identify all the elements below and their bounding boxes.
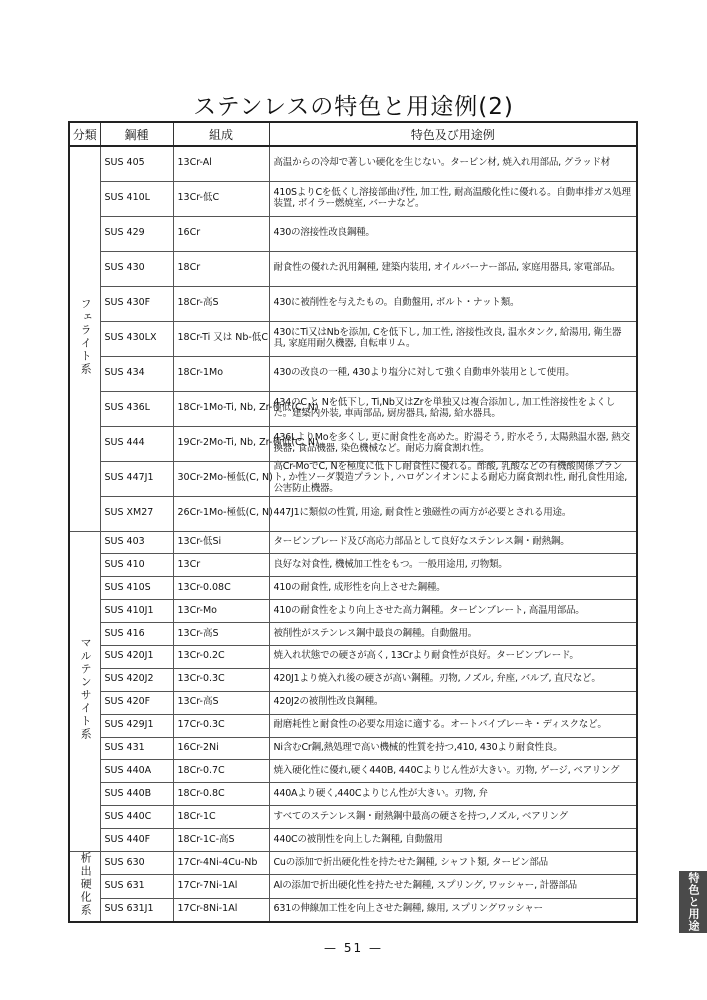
grade-cell: SUS 440C [100,806,173,829]
table-row [69,426,637,461]
grade-cell: SUS 420J1 [100,645,173,668]
composition-cell: 17Cr-4Ni-4Cu-Nb [173,851,269,874]
features-cell: 410SよりCを低くし溶接部曲げ性, 加工性, 耐高温酸化性に優れる。自動車排ガス処理装置, ボイラー燃焼室, バーナなど。 [269,181,637,216]
composition-cell: 13Cr-低C [173,181,269,216]
composition-cell: 30Cr-2Mo-極低(C, N) [173,461,269,496]
table-row [69,737,637,760]
features-cell: タービンブレード及び高応力部品として良好なステンレス鋼・耐熱鋼。 [269,531,637,554]
table-row [69,600,637,623]
grade-cell: SUS 440B [100,783,173,806]
features-cell: 420J2の被削性改良鋼種。 [269,691,637,714]
features-cell: 430に被削性を与えたもの。自動盤用, ボルト・ナット類。 [269,286,637,321]
grade-cell: SUS 440F [100,829,173,852]
grade-cell: SUS 420J2 [100,668,173,691]
features-cell: 434のC と Nを低下し, Ti,Nb又はZrを単独又は複合添加し, 加工性溶接性をよくした。建築内外装, 車両部品, 厨房器具, 給湯, 給水器具。 [269,391,637,426]
table-row [69,645,637,668]
grade-cell: SUS 420F [100,691,173,714]
composition-cell: 13Cr-0.08C [173,577,269,600]
grade-cell: SUS 429 [100,216,173,251]
features-cell: Cuの添加で折出硬化性を持たせた鋼種, シャフト類, タービン部品 [269,851,637,874]
grade-cell: SUS 444 [100,426,173,461]
table-row [69,146,637,181]
composition-cell: 13Cr-Mo [173,600,269,623]
grade-cell: SUS 410S [100,577,173,600]
composition-cell: 19Cr-2Mo-Ti, Nb, Zr-極低(C, N) [173,426,269,461]
composition-cell: 17Cr-7Ni-1Al [173,875,269,898]
table-row [69,577,637,600]
features-cell: 430にTi又はNbを添加, Cを低下し, 加工性, 溶接性改良, 温水タンク, 給湯用, 衛生器具, 家庭用耐久機器, 自転車リム。 [269,321,637,356]
table-row [69,554,637,577]
header-composition: 組成 [173,122,269,146]
grade-cell: SUS 410J1 [100,600,173,623]
composition-cell: 18Cr-高S [173,286,269,321]
table-row [69,851,637,874]
composition-cell: 18Cr-0.7C [173,760,269,783]
table-row [69,181,637,216]
grade-cell: SUS 431 [100,737,173,760]
grade-cell: SUS 630 [100,851,173,874]
features-cell: 耐磨耗性と耐食性の必要な用途に適する。オートバイブレーキ・ディスクなど。 [269,714,637,737]
header-grade: 鋼種 [100,122,173,146]
table-row [69,531,637,554]
grade-cell: SUS 430 [100,251,173,286]
table-row [69,714,637,737]
table-row [69,691,637,714]
category-cell [69,851,100,921]
features-cell: 440Aより硬く,440Cよりじん性が大きい。刃物, 弁 [269,783,637,806]
table-row [69,391,637,426]
grade-cell: SUS 403 [100,531,173,554]
table-row [69,829,637,852]
features-cell: すべてのステンレス鋼・耐熱鋼中最高の硬さを持つ,ノズル, ベアリング [269,806,637,829]
grade-cell: SUS 410 [100,554,173,577]
grade-cell: SUS 631 [100,875,173,898]
section-tab[interactable] [679,871,707,933]
grade-cell: SUS 434 [100,356,173,391]
grade-cell: SUS 430LX [100,321,173,356]
grade-cell: SUS 440A [100,760,173,783]
composition-cell: 13Cr-Al [173,146,269,181]
table-row [69,286,637,321]
composition-cell: 13Cr [173,554,269,577]
composition-cell: 18Cr-Ti 又は Nb-低C [173,321,269,356]
composition-cell: 26Cr-1Mo-極低(C, N) [173,496,269,531]
composition-cell: 13Cr-低Si [173,531,269,554]
features-cell: 430の溶接性改良鋼種。 [269,216,637,251]
category-label: フェライト系 [79,297,93,376]
composition-cell: 18Cr-1C-高S [173,829,269,852]
features-cell: 447J1に類似の性質, 用途, 耐食性と強磁性の両方が必要とされる用途。 [269,496,637,531]
features-cell: 高Cr-MoでC, Nを極度に低下し耐食性に優れる。酢酸, 乳酸などの有機酸関係プラント, か性ソーダ製造プラント, ハロゲンイオンによる耐応力腐食割れ性, 耐孔食性用途, 公害防止機器。 [269,461,637,496]
table-row [69,668,637,691]
table-row [69,898,637,921]
features-cell: 410の耐食性, 成形性を向上させた鋼種。 [269,577,637,600]
grade-cell: SUS 429J1 [100,714,173,737]
composition-cell: 13Cr-0.2C [173,645,269,668]
composition-cell: 18Cr-1Mo-Ti, Nb, Zr-極低(C, N) [173,391,269,426]
grade-cell: SUS XM27 [100,496,173,531]
grade-cell: SUS 430F [100,286,173,321]
features-cell: 420J1より焼入れ後の硬さが高い鋼種。刃物, ノズル, 弁座, バルブ, 直尺など。 [269,668,637,691]
composition-cell: 13Cr-0.3C [173,668,269,691]
composition-cell: 18Cr [173,251,269,286]
page-number: — 51 — [324,941,383,955]
features-cell: 410の耐食性をより向上させた高力鋼種。タービンブレート, 高温用部品。 [269,600,637,623]
table-row [69,321,637,356]
features-cell: 被削性がステンレス鋼中最良の鋼種。自動盤用。 [269,623,637,646]
features-cell: 430の改良の一種, 430より塩分に対して強く自動車外装用として使用。 [269,356,637,391]
table-row [69,806,637,829]
features-cell: 焼入硬化性に優れ,硬く440B, 440Cよりじん性が大きい。刃物, ゲージ, ベアリング [269,760,637,783]
table-row [69,760,637,783]
features-cell: Alの添加で折出硬化性を持たせた鋼種, スプリング, ワッシャー, 計器部品 [269,875,637,898]
features-cell: 436LよりMoを多くし, 更に耐食性を高めた。貯湯そう, 貯水そう, 太陽熱温水器, 熱交換器, 食品機器, 染色機械など。耐応力腐食割れ性。 [269,426,637,461]
composition-cell: 16Cr [173,216,269,251]
category-label: マルテンサイト系 [79,637,93,742]
composition-cell: 17Cr-0.3C [173,714,269,737]
grade-cell: SUS 447J1 [100,461,173,496]
features-cell: 焼入れ状態での硬さが高く, 13Crより耐食性が良好。タービンブレード。 [269,645,637,668]
table-row [69,216,637,251]
table-row [69,251,637,286]
category-label: 析出硬化系 [79,851,93,917]
category-cell [69,146,100,531]
table-row [69,623,637,646]
grade-cell: SUS 436L [100,391,173,426]
category-cell [69,531,100,851]
features-cell: 耐食性の優れた汎用鋼種, 建築内装用, オイルバーナー部品, 家庭用器具, 家電部品。 [269,251,637,286]
features-cell: 高温からの冷却で著しい硬化を生じない。タービン材, 焼入れ用部品, グラッド材 [269,146,637,181]
grade-cell: SUS 631J1 [100,898,173,921]
table-header-row [69,122,637,146]
grade-cell: SUS 410L [100,181,173,216]
page-title: ステンレスの特色と用途例(2) [193,94,514,120]
table-row [69,496,637,531]
composition-cell: 16Cr-2Ni [173,737,269,760]
composition-cell: 18Cr-1C [173,806,269,829]
composition-cell: 13Cr-高S [173,623,269,646]
header-category: 分類 [69,122,100,146]
grade-cell: SUS 416 [100,623,173,646]
composition-cell: 17Cr-8Ni-1Al [173,898,269,921]
section-tab-label: 特色と用途 [687,872,700,932]
composition-cell: 18Cr-0.8C [173,783,269,806]
table-row [69,783,637,806]
features-cell: 良好な対食性, 機械加工性をもつ。一般用途用, 刃物類。 [269,554,637,577]
grade-cell: SUS 405 [100,146,173,181]
features-cell: 631の伸線加工性を向上させた鋼種, 線用, スプリングワッシャー [269,898,637,921]
table-row [69,875,637,898]
features-cell: Ni含むCr鋼,熱処理で高い機械的性質を持つ,410, 430より耐食性良。 [269,737,637,760]
table-body [69,146,637,922]
header-features: 特色及び用途例 [269,122,637,146]
stainless-steel-table [68,121,638,923]
table-row [69,356,637,391]
composition-cell: 13Cr-高S [173,691,269,714]
table-row [69,461,637,496]
composition-cell: 18Cr-1Mo [173,356,269,391]
features-cell: 440Cの被削性を向上した鋼種, 自動盤用 [269,829,637,852]
